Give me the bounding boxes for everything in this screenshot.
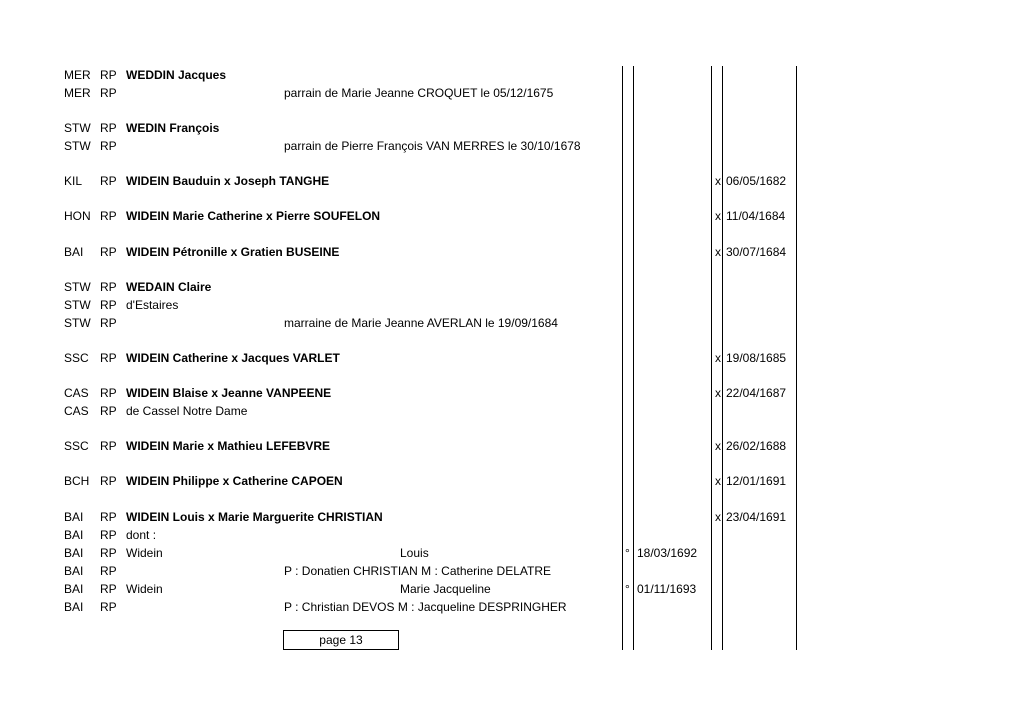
parish-code: BAI bbox=[64, 510, 84, 524]
marriage-marker: x bbox=[715, 510, 721, 524]
entry-name: WEDDIN Jacques bbox=[126, 68, 227, 82]
entry-text: dont : bbox=[126, 528, 157, 542]
column-rule bbox=[796, 66, 797, 650]
parish-code: KIL bbox=[64, 174, 83, 188]
entry-text: Widein bbox=[126, 582, 163, 596]
entry-detail: marraine de Marie Jeanne AVERLAN le 19/09/1684 bbox=[284, 316, 558, 330]
marriage-marker: x bbox=[715, 439, 721, 453]
record-type: RP bbox=[100, 174, 117, 188]
column-rule bbox=[722, 66, 723, 650]
birth-date: 01/11/1693 bbox=[637, 582, 697, 596]
parish-code: BAI bbox=[64, 564, 84, 578]
marriage-marker: x bbox=[715, 209, 721, 223]
marriage-date: 11/04/1684 bbox=[726, 209, 786, 223]
parish-code: SSC bbox=[64, 439, 89, 453]
entry-detail: P : Donatien CHRISTIAN M : Catherine DELATRE bbox=[284, 564, 551, 578]
parish-code: BAI bbox=[64, 600, 84, 614]
record-type: RP bbox=[100, 139, 117, 153]
parish-code: STW bbox=[64, 298, 91, 312]
entry-text: d'Estaires bbox=[126, 298, 179, 312]
entry-detail: parrain de Marie Jeanne CROQUET le 05/12/1675 bbox=[284, 86, 554, 100]
record-type: RP bbox=[100, 209, 117, 223]
marriage-date: 12/01/1691 bbox=[726, 474, 787, 488]
parish-code: SSC bbox=[64, 351, 89, 365]
entry-name: WIDEIN Blaise x Jeanne VANPEENE bbox=[126, 386, 332, 400]
entry-text: Widein bbox=[126, 546, 163, 560]
record-type: RP bbox=[100, 528, 117, 542]
record-type: RP bbox=[100, 582, 117, 596]
parish-code: BAI bbox=[64, 582, 84, 596]
parish-code: BAI bbox=[64, 546, 84, 560]
parish-code: HON bbox=[64, 209, 91, 223]
marriage-date: 23/04/1691 bbox=[726, 510, 787, 524]
marriage-marker: x bbox=[715, 474, 721, 488]
record-type: RP bbox=[100, 245, 117, 259]
parish-code: STW bbox=[64, 121, 91, 135]
parish-code: CAS bbox=[64, 386, 89, 400]
entry-name: WIDEIN Philippe x Catherine CAPOEN bbox=[126, 474, 343, 488]
entry-name: WIDEIN Louis x Marie Marguerite CHRISTIAN bbox=[126, 510, 383, 524]
marriage-date: 22/04/1687 bbox=[726, 386, 787, 400]
parish-code: STW bbox=[64, 316, 91, 330]
record-type: RP bbox=[100, 600, 117, 614]
record-type: RP bbox=[100, 280, 117, 294]
entry-detail: parrain de Pierre François VAN MERRES le 30/10/1678 bbox=[284, 139, 581, 153]
entry-detail: P : Christian DEVOS M : Jacqueline DESPRINGHER bbox=[284, 600, 567, 614]
entry-name: WIDEIN Catherine x Jacques VARLET bbox=[126, 351, 340, 365]
marriage-marker: x bbox=[715, 174, 721, 188]
parish-code: CAS bbox=[64, 404, 89, 418]
entry-name: WIDEIN Marie Catherine x Pierre SOUFELON bbox=[126, 209, 381, 223]
record-type: RP bbox=[100, 564, 117, 578]
parish-code: BAI bbox=[64, 528, 84, 542]
parish-code: BCH bbox=[64, 474, 90, 488]
marriage-date: 19/08/1685 bbox=[726, 351, 787, 365]
entry-name: WEDAIN Claire bbox=[126, 280, 212, 294]
page-number-label: page 13 bbox=[319, 633, 363, 647]
column-rule bbox=[711, 66, 712, 650]
record-type: RP bbox=[100, 121, 117, 135]
record-type: RP bbox=[100, 474, 117, 488]
record-type: RP bbox=[100, 316, 117, 330]
column-rule bbox=[633, 66, 634, 650]
record-type: RP bbox=[100, 439, 117, 453]
parish-code: MER bbox=[64, 68, 91, 82]
marriage-date: 06/05/1682 bbox=[726, 174, 787, 188]
marriage-date: 26/02/1688 bbox=[726, 439, 787, 453]
first-name: Louis bbox=[400, 546, 429, 560]
entry-name: WEDIN François bbox=[126, 121, 220, 135]
record-type: RP bbox=[100, 546, 117, 560]
first-name: Marie Jacqueline bbox=[400, 582, 491, 596]
birth-marker: ° bbox=[625, 546, 630, 560]
record-type: RP bbox=[100, 510, 117, 524]
record-type: RP bbox=[100, 86, 117, 100]
parish-code: STW bbox=[64, 280, 91, 294]
parish-code: BAI bbox=[64, 245, 84, 259]
marriage-marker: x bbox=[715, 386, 721, 400]
marriage-marker: x bbox=[715, 245, 721, 259]
page-number-box bbox=[283, 630, 399, 650]
record-type: RP bbox=[100, 351, 117, 365]
entry-name: WIDEIN Marie x Mathieu LEFEBVRE bbox=[126, 439, 331, 453]
birth-marker: ° bbox=[625, 582, 630, 596]
record-type: RP bbox=[100, 386, 117, 400]
record-type: RP bbox=[100, 68, 117, 82]
parish-code: STW bbox=[64, 139, 91, 153]
birth-date: 18/03/1692 bbox=[637, 546, 698, 560]
marriage-marker: x bbox=[715, 351, 721, 365]
parish-code: MER bbox=[64, 86, 91, 100]
record-type: RP bbox=[100, 404, 117, 418]
column-rule bbox=[622, 66, 623, 650]
marriage-date: 30/07/1684 bbox=[726, 245, 787, 259]
entry-text: de Cassel Notre Dame bbox=[126, 404, 248, 418]
entry-name: WIDEIN Pétronille x Gratien BUSEINE bbox=[126, 245, 340, 259]
entry-name: WIDEIN Bauduin x Joseph TANGHE bbox=[126, 174, 330, 188]
record-type: RP bbox=[100, 298, 117, 312]
